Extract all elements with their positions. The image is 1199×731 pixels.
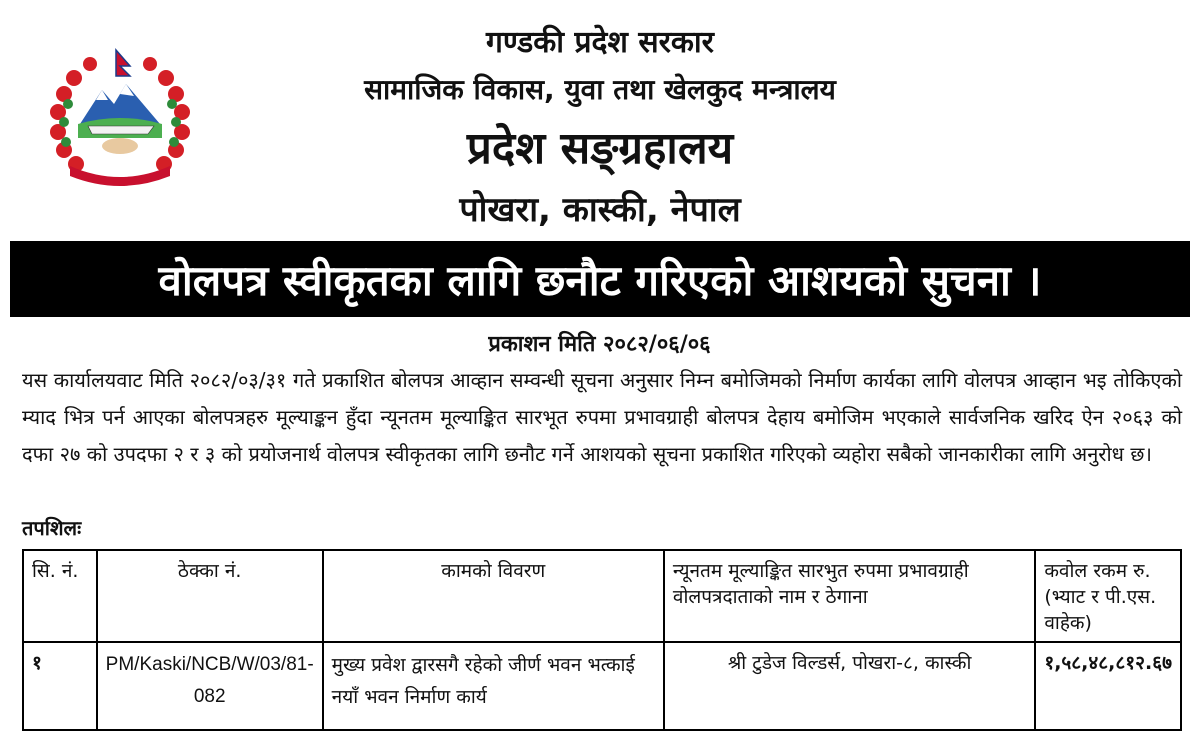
office-name: प्रदेश सङ्ग्रहालय xyxy=(466,123,734,174)
table-row xyxy=(23,642,1181,730)
publication-date: प्रकाशन मिति २०८२/०६/०६ xyxy=(488,332,711,357)
government-name: गण्डकी प्रदेश सरकार xyxy=(486,25,714,60)
details-label: तपशिलः xyxy=(22,516,82,540)
table-header-row xyxy=(23,550,1181,642)
header-bidder: न्यूनतम मूल्याङ्कित सारभुत रुपमा प्रभावग्राही वोलपत्रदाताको नाम र ठेगाना xyxy=(664,550,1035,642)
tender-table xyxy=(22,549,1182,731)
header-contract-no: ठेक्का नं. xyxy=(97,550,323,642)
office-address: पोखरा, कास्की, नेपाल xyxy=(459,190,741,230)
ministry-name: सामाजिक विकास, युवा तथा खेलकुद मन्त्रालय xyxy=(364,73,836,106)
header-amount: कवोल रकम रु.(भ्याट र पी.एस. वाहेक) xyxy=(1035,550,1181,642)
notice-title: वोलपत्र स्वीकृतका लागि छनौट गरिएको आशयको सुचना । xyxy=(158,255,1042,305)
notice-body: यस कार्यालयवाट मिति २०८२/०३/३१ गते प्रकाशित बोलपत्र आव्हान सम्वन्धी सूचना अनुसार निम्न बमोजिमको निर्माण कार्यका लागि वोलपत्र आव्हान भइ तोकिएको म्याद भित्र पर्न आएका बोलपत्रहरु मूल्याङ्कन हुँदा न्यूनतम मूल्याङ्कित सारभूत रुपमा प्रभावग्राही बोलपत्र देहाय बमोजिम भएकाले सार्वजनिक खरिद ऐन २०६३ को दफा २७ को उपदफा २ र ३ को प्रयोजनार्थ वोलपत्र स्वीकृतका लागि छनौट गर्ने आशयको सूचना प्रकाशित गरिएको व्यहोरा सबैको जानकारीका लागि अनुरोध छ। xyxy=(22,368,1182,466)
cell-contract-no: PM/Kaski/NCB/W/03/81-082 xyxy=(97,642,323,730)
nepal-emblem-icon xyxy=(44,46,196,186)
cell-bidder: श्री टुडेज विल्डर्स, पोखरा-८, कास्की xyxy=(664,642,1035,730)
cell-description: मुख्य प्रवेश द्वारसगै रहेको जीर्ण भवन भत्काई नयाँ भवन निर्माण कार्य xyxy=(323,642,664,730)
header-serial: सि. नं. xyxy=(23,550,97,642)
cell-amount: १,५८,४८,८१२.६७ xyxy=(1035,642,1181,730)
header-description: कामको विवरण xyxy=(323,550,664,642)
notice-title-banner xyxy=(10,241,1190,317)
cell-serial: १ xyxy=(23,642,97,730)
